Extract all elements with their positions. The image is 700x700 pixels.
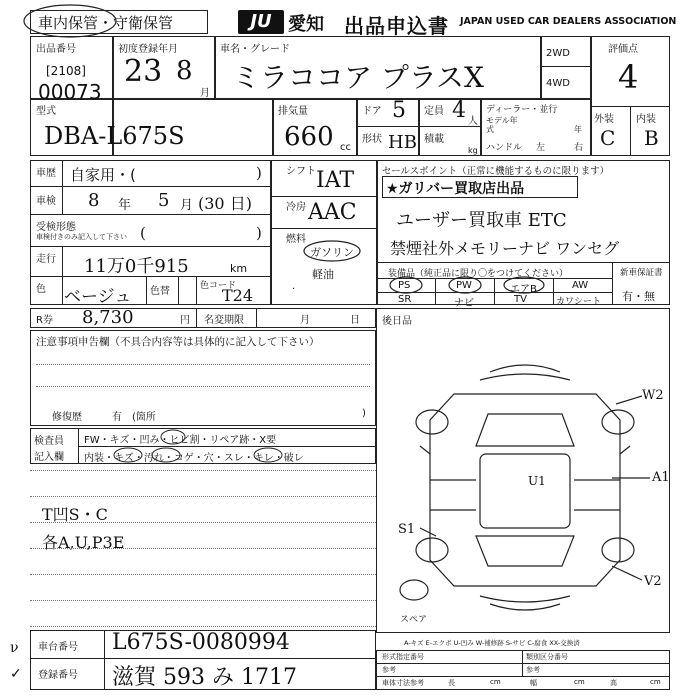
diagram-s1: S1: [398, 522, 416, 537]
diagram-a1: A1: [652, 470, 670, 485]
entry-code: [2108]: [46, 64, 86, 78]
rear-seat-label: 後日品: [382, 316, 412, 327]
spec-row1b: 類別区分番号: [526, 653, 568, 661]
drive-2wd: 2WD: [546, 48, 570, 59]
displacement-unit: cc: [340, 142, 351, 153]
color-code-label: 色コード: [200, 281, 237, 291]
equipment-navi: ナビ: [454, 298, 474, 309]
rating-ext-label: 外装: [594, 114, 614, 125]
displacement-value: 660: [284, 122, 334, 152]
brand-logo-text: JU: [250, 11, 272, 32]
spec-row3-cm3: cm: [650, 678, 661, 686]
selling-label: セールスポイント（正常に機能するものに限ります）: [382, 166, 610, 177]
first-reg-month-unit: 月: [200, 88, 210, 99]
load-label: 積載: [424, 134, 444, 145]
spec-row3: 車体寸法参考: [382, 679, 424, 687]
association-name: JAPAN USED CAR DEALERS ASSOCIATION: [460, 16, 677, 27]
fuel-gasoline-circle: [300, 238, 364, 264]
equipment-tv: TV: [514, 294, 527, 305]
diagram-u1: U1: [528, 474, 546, 488]
repair-close: ): [362, 408, 366, 419]
inspector-fill-label: 記入欄: [34, 452, 64, 463]
selling-line2: 禁煙社外メモリーナビ ワンセグ: [390, 239, 620, 258]
color-value: ベージュ: [64, 287, 132, 307]
first-reg-label: 初度登録年月: [118, 44, 178, 55]
diagram-v2: V2: [644, 574, 662, 589]
warranty-label: 新車保証書: [620, 268, 663, 278]
spec-row2: 参考: [382, 666, 396, 674]
shift-value: IAT: [316, 168, 355, 193]
dealer-left: 左: [536, 143, 546, 153]
plate-value: 滋賀 593 み 1717: [112, 665, 297, 690]
plate-label: 登録番号: [38, 670, 78, 681]
spec-row3-length: 長: [448, 679, 455, 687]
spec-row3-cm1: cm: [490, 678, 501, 686]
tick-mark-1: ν: [10, 640, 19, 656]
inspector-row1: FW・キズ・凹み・ヒビ割・リペア跡・X要: [84, 435, 277, 446]
car-name-label: 車名・グレード: [220, 44, 290, 55]
model-label: 型式: [36, 106, 56, 117]
name-change-month: 月: [300, 315, 310, 326]
load-unit: kg: [468, 146, 478, 155]
diagram-w2: W2: [642, 388, 664, 403]
recycle-value: 8,730: [82, 307, 134, 328]
recycle-label: R券: [36, 315, 53, 326]
brand-logo: [238, 10, 284, 34]
equipment-airbag: エアB: [510, 284, 537, 295]
color-label: 色: [36, 284, 46, 295]
chassis-value: L675S-0080994: [112, 630, 290, 655]
capacity-value: 4: [452, 98, 466, 123]
ac-label: 冷房: [286, 202, 306, 213]
name-change-day: 日: [350, 315, 360, 326]
capacity-unit: 人: [468, 116, 478, 127]
history-value: 自家用・(: [70, 166, 136, 184]
repair-value: 有: [112, 412, 122, 423]
spec-row3-cm2: cm: [574, 678, 585, 686]
reception-note: 車検付きのみ記入して下さい: [36, 233, 127, 241]
dealer-label: ディーラー・並行: [486, 105, 558, 115]
selling-line1: ユーザー買取車 ETC: [396, 210, 567, 231]
equipment-seat: カワシート: [556, 297, 602, 307]
warranty-value: 有・無: [622, 290, 655, 303]
mileage-value: 11万0千915: [84, 256, 189, 277]
inspection-month: 5: [158, 190, 170, 211]
region-name: 愛知: [288, 14, 324, 35]
rating-label: 評価点: [608, 44, 638, 55]
doors-value: 5: [392, 98, 406, 123]
inspector-label: 検査員: [34, 436, 64, 447]
equipment-aw: AW: [572, 280, 589, 291]
fuel-dot: ·: [292, 284, 296, 295]
repair-label: 修復歴: [52, 412, 82, 423]
reception-open: (: [140, 224, 146, 242]
history-close: ): [256, 164, 262, 182]
mileage-label: 走行: [36, 254, 56, 265]
drive-4wd: 4WD: [546, 78, 570, 89]
repair-place: (箇所: [132, 412, 156, 423]
tick-mark-2: ✓: [10, 666, 22, 682]
dealer-model-year: モデル年式: [486, 116, 518, 134]
dealer-handle: ハンドル: [486, 143, 523, 153]
rating-int-label: 内装: [636, 114, 656, 125]
spec-row3-height: 高: [610, 679, 617, 687]
model-value: DBA-L675S: [44, 122, 185, 150]
spec-row3-width: 幅: [530, 679, 537, 687]
spec-row1: 形式指定番号: [382, 653, 424, 661]
doc-title: 出品申込書: [344, 14, 449, 38]
diagram-spare: スペア: [400, 615, 428, 625]
shift-label: シフト: [286, 166, 316, 177]
mileage-unit: km: [230, 262, 248, 275]
equipment-label: 装備品（純正品に限り〇をつけてください）: [388, 269, 569, 279]
inspector-circles: [78, 428, 376, 464]
color-trim-label: 色替: [150, 286, 170, 297]
equipment-ps: PS: [398, 280, 411, 291]
color-code-value: T24: [222, 286, 254, 305]
history-label: 車歴: [36, 168, 56, 179]
shape-label: 形状: [362, 134, 382, 145]
equipment-sr: SR: [398, 294, 412, 305]
spec-row2b: 参考: [526, 666, 540, 674]
inspection-year: 8: [88, 190, 100, 211]
equipment-circles: [376, 276, 612, 296]
inspector-row2: 内装・キズ・汚れ・コゲ・穴・スレ・キレ・破レ: [84, 453, 304, 464]
recycle-unit: 円: [180, 315, 190, 326]
storage-text: 車内保管・守衛保管: [38, 14, 174, 32]
inspection-year-unit: 年: [118, 198, 132, 213]
legend-text: A-キズ E-エクボ U-凹み W-補修跡 S-サビ C-腐食 XX-交換済: [404, 639, 580, 647]
dealer-model-year-unit: 年: [574, 125, 582, 134]
shape-value: HB: [388, 132, 417, 153]
car-name-value: ミラココア プラスX: [232, 61, 484, 94]
selling-highlight: ★ガリバー買取店出品: [386, 181, 525, 197]
car-diagram: [380, 350, 670, 630]
first-reg-year: 23: [124, 54, 163, 89]
rating-score: 4: [618, 58, 639, 96]
inspection-month-unit: 月: [180, 198, 194, 213]
inspection-label: 車検: [36, 196, 56, 207]
displacement-label: 排気量: [278, 106, 308, 117]
name-change-label: 名変期限: [204, 315, 244, 326]
storage-circle-mark: [22, 2, 122, 40]
first-reg-month: 8: [176, 56, 193, 86]
reception-close: ): [256, 224, 262, 242]
inspection-day: (30 日): [198, 194, 252, 213]
fuel-gasoline: ガソリン: [310, 246, 354, 259]
fuel-label: 燃料: [286, 234, 306, 245]
notes-line1: T凹S・C: [42, 505, 108, 524]
entry-label: 出品番号: [36, 44, 76, 55]
chassis-label: 車台番号: [38, 642, 78, 653]
ac-value: AAC: [308, 200, 357, 225]
rating-int: B: [644, 126, 659, 150]
dealer-right: 右: [574, 143, 584, 153]
notes-line2: 各A,U,P3E: [42, 533, 125, 552]
doors-label: ドア: [362, 106, 382, 117]
fuel-diesel: 軽油: [312, 268, 334, 281]
remarks-label: 注意事項申告欄（不具合内容等は具体的に記入して下さい）: [36, 336, 320, 348]
capacity-label: 定員: [424, 106, 444, 117]
entry-number: 00073: [38, 80, 102, 104]
rating-ext: C: [600, 126, 616, 150]
equipment-pw: PW: [456, 280, 472, 291]
reception-label: 受検形態: [36, 222, 76, 233]
